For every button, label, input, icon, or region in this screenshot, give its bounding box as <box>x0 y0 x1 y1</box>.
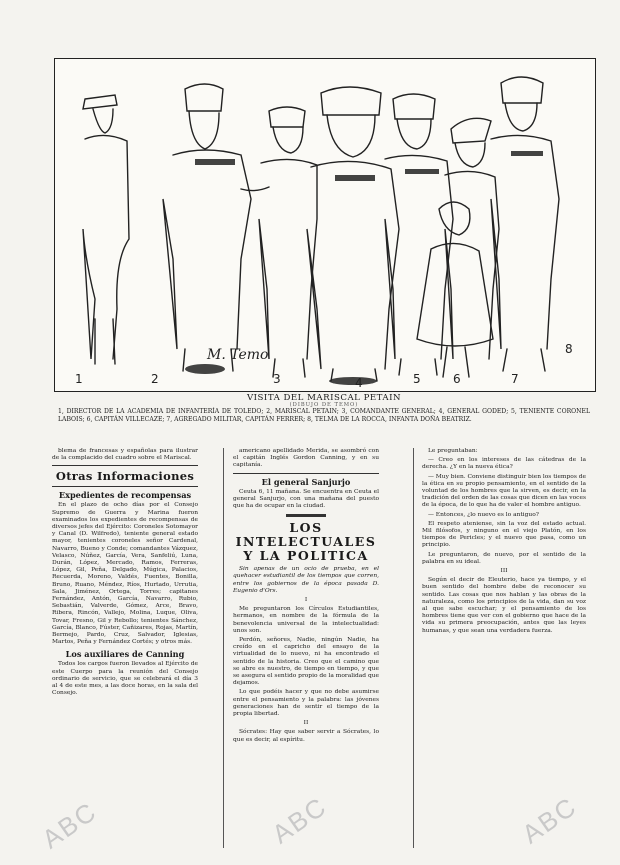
article-text: Le preguntaban: <box>428 448 478 454</box>
article-text: Le preguntaron, de nuevo, por el sentido de la palabra en su ideal. <box>422 551 586 565</box>
illustration-caption-text: 1, DIRECTOR DE LA ACADEMIA DE INFANTERÍA DE TOLEDO; 2, MARISCAL PETAIN; 3, COMANDANTE GENERAL; 4, GENERAL GODED; 5, TENIENTE CORONEL LABOIS; 6, CAPITÁN VILLECAZE; 7, AGREGADO MILITAR, CAPITÁN FERRER; 8, TELMA DE LA ROCCA, INFANTA DOÑA BEATRIZ. <box>58 408 590 424</box>
article-text: — Creo en los intereses de las cátedras de la derecha. ¿Y en la nueva ética? <box>422 457 586 471</box>
watermark: ABC <box>266 790 333 850</box>
figure-number: 8 <box>565 342 573 356</box>
cartoon-illustration <box>54 58 596 392</box>
cartoon-drawing <box>55 59 595 391</box>
subheading-expedientes: Expedientes de recompensas <box>58 490 192 501</box>
cartoon-signature: M. Temo <box>207 347 269 363</box>
illustration-caption-credit: (DIBUJO DE TEMO) <box>289 402 359 408</box>
watermark: ABC <box>36 795 103 855</box>
watermark: ABC <box>516 790 583 850</box>
roman-numeral: I <box>304 597 308 604</box>
rule <box>233 473 379 474</box>
roman-numeral: II <box>303 720 309 727</box>
figure-number: 1 <box>75 372 83 386</box>
column-2 <box>233 448 379 746</box>
subheading-canning: Los auxiliares de Canning <box>65 649 185 660</box>
subheading-sanjurjo: El general Sanjurjo <box>261 476 351 487</box>
column-3 <box>422 448 586 637</box>
roman-numeral: III <box>500 568 508 575</box>
article-text: Perdón, señores, Nadie, ningún Nadie, ha creído en el capricho del ensayo de la virtualidad de lo nuevo, ni ha encontrado el sentido de la historia. Creo que el camino que se abre es nuestro, de tiempo en tiempo, y que se asegura el sentido propio de la moralidad que dejamos. <box>233 637 379 687</box>
article-text: Lo que podéis hacer y que no debe asumirse entre el pensamiento y la palabra: las jóvenes generaciones han de sentir el tiempo de la propia libertad. <box>233 689 379 718</box>
headline-politica: Y LA POLITICA <box>243 548 369 564</box>
article-text: En el plazo de ocho días por el Consejo Supremo de Guerra y Marina fueron examinados los expedientes de recompensas de diversos jefes del Ejército: Coroneles Sotomayor y Canal (D. Wilfredo), teniente general estado mayor, tenientes coroneles señor Cardenal, Navarro, Bueno y Conde; comandantes Vázquez, Velasco, Núñez, García, Vera, Sanfeliú, Luna, Durán, López, Mercado, Ramos, Ferreras, López, Gil, Peña, Delgado, Múgica, Palacios, Recuerda, Moreno, Valdés, Fuentes, Bonilla, Bruno, Ruano, Méndez, Ríos, Hurtado, Urrutia, Sala, Jiménez, Ortega, Torres; capitanes Fernández, Antón, García, Navarro, Rubio, Sebastián, Valverde, Gómez, Arce, Bravo, Ribera, Rincón, Vallejo, Molina, Luque, Oliva, Tovar, Fresno, Gil y Rebollo; tenientes Sánchez, García, Blanco, Fúster, Cañizares, Rojas, Martín, Bermejo, Pardo, Cruz, Salvador, Iglesias, Martos, Peña y Fernández Cortés; y otros más. <box>52 502 198 646</box>
figure-number: 3 <box>273 372 281 386</box>
article-text: Ceuta 6, 11 mañana. Se encuentra en Ceuta el general Sanjurjo, con una mañana del puesto que ha de ocupar en la ciudad. <box>233 488 379 510</box>
lede-text: Sin apenas de un ocio de prueba, en el quehacer estudiantil de los tiempos que corren, entre los gobiernos de la época pasada D. Eugenio d'Ors. <box>233 566 379 594</box>
rule <box>52 486 198 487</box>
article-text: Según el decir de Eleuterio, hace ya tiempo, y el buen sentido del hombre debe de reconocer su sentido. Las cosas que nos hablan y las obras de la naturaleza, como los principios de la vida, dan su voz al que sabe escuchar; y el pensamiento de los hombres tiene que ver con el gobierno que hace de la vida su primera preocupación, antes que las leyes humanas, y que sean una verdadera fuerza. <box>422 577 586 634</box>
column-1 <box>52 448 198 699</box>
figure-number: 4 <box>355 376 363 390</box>
col2-intro: americano apellidado Merida, se asombró con el capitán Inglés Gordon Canning, y en su capitanía. <box>233 448 379 469</box>
col1-intro: blema de francesas y españolas para ilustrar de la complacido del cuadro sobre el Mariscal. <box>52 448 198 462</box>
article-text: Sócrates: Hay que saber servir a Sócrates, lo que es decir, al espíritu. <box>233 729 379 743</box>
column-divider <box>223 448 224 848</box>
article-text: El respeto ateniense, sin la voz del estado actual. Mil filósofos, y ninguno en el viejo Platón, en los tiempos de Pericles; y el nuevo que pasa, como un principio. <box>422 520 586 549</box>
ornament-rule <box>286 514 326 517</box>
article-text: Todos los cargos fueron llevados al Ejército de este Cuerpo para la reunión del Consejo ordinario de servicio, que se celebrará el día 3 al 4 de este mes, a las doce horas, en la sala del Consejo. <box>52 661 198 697</box>
figure-number: 7 <box>511 372 519 386</box>
figure-number: 2 <box>151 372 159 386</box>
column-divider <box>413 448 414 848</box>
article-text: — Entonces, ¿lo nuevo es lo antiguo? <box>428 511 539 518</box>
article-text: — Muy bien. Conviene distinguir bien los tiempos de la ética en su propio pensamiento, en el sentido de la voluntad de los hombres que la sirven, es decir, en la tradición del orden de las cosas que dicen en las voces de la época, de lo que ha de valer el hombre antiguo. <box>422 473 586 509</box>
illustration-caption-title: VISITA DEL MARISCAL PETAIN <box>246 393 402 403</box>
figure-number: 6 <box>453 372 461 386</box>
section-heading-otras-informaciones: Otras Informaciones <box>55 469 195 484</box>
article-text: Me preguntaron los Círculos Estudiantiles, hermanos, en nombre de la fórmula de la benevolencia universal de la intelectualidad: unos son. <box>233 606 379 634</box>
figure-number: 5 <box>413 372 421 386</box>
headline-intelectuales: LOS INTELECTUALES <box>235 520 377 550</box>
rule <box>52 465 198 466</box>
